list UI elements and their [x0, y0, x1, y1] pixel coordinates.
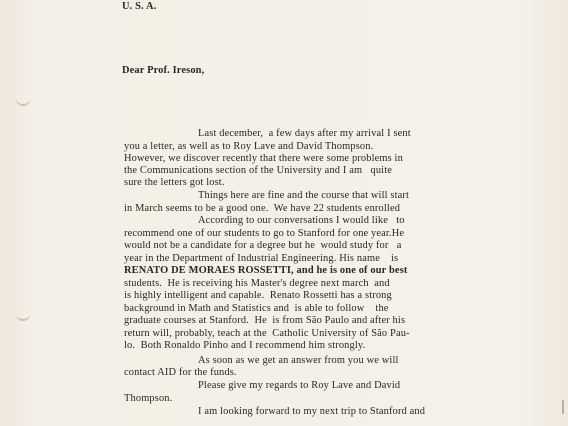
body-line: background in Math and Statistics and is able to follow the	[124, 303, 389, 314]
body-line: sure the letters got lost.	[124, 177, 225, 188]
body-line: Last december, a few days after my arrival I sent	[198, 128, 411, 139]
paper-mark	[562, 400, 564, 414]
body-line: contact AID for the funds.	[124, 367, 237, 378]
body-line: I am looking forward to my next trip to Stanford and	[198, 406, 426, 417]
body-line: Things here are fine and the course that will start	[198, 190, 410, 201]
body-line: As soon as we get an answer from you we will	[198, 355, 399, 366]
body-line: students. He is receiving his Master's degree next march and	[124, 278, 390, 289]
body-line: graduate courses at Stanford. He is from São Paulo and after his	[124, 315, 406, 326]
body-line: According to our conversations I would like to	[198, 215, 405, 226]
salutation: Dear Prof. Ireson,	[122, 65, 205, 76]
punch-hole-top	[16, 94, 30, 106]
body-line: Thompson.	[124, 393, 173, 404]
body-line: recommend one of our students to go to Stanford for one year.He	[124, 228, 405, 239]
country-heading: U. S. A.	[122, 1, 157, 12]
body-line: return will, probably, teach at the Catholic University of São Pau-	[124, 328, 410, 339]
body-line: However, we discover recently that there were some problems in	[124, 153, 403, 164]
body-line: would not be a candidate for a degree but he would study for a	[124, 240, 402, 251]
body-line-student-name: RENATO DE MORAES ROSSETTI, and he is one of our best	[124, 265, 408, 276]
body-line: the Communications section of the University and I am quite	[124, 165, 392, 176]
body-line: Please give my regards to Roy Lave and David	[198, 380, 401, 391]
body-line: lo. Both Ronaldo Pinho and I recommend him strongly.	[124, 340, 366, 351]
body-line: you a letter, as well as to Roy Lave and David Thompson.	[124, 141, 374, 152]
body-line: year in the Department of Industrial Engineering. His name is	[124, 253, 399, 264]
body-line: is highly intelligent and capable. Renato Rossetti has a strong	[124, 290, 392, 301]
punch-hole-middle	[16, 309, 30, 321]
body-line: in March seems to be a good one. We have 22 students enrolled	[124, 203, 401, 214]
